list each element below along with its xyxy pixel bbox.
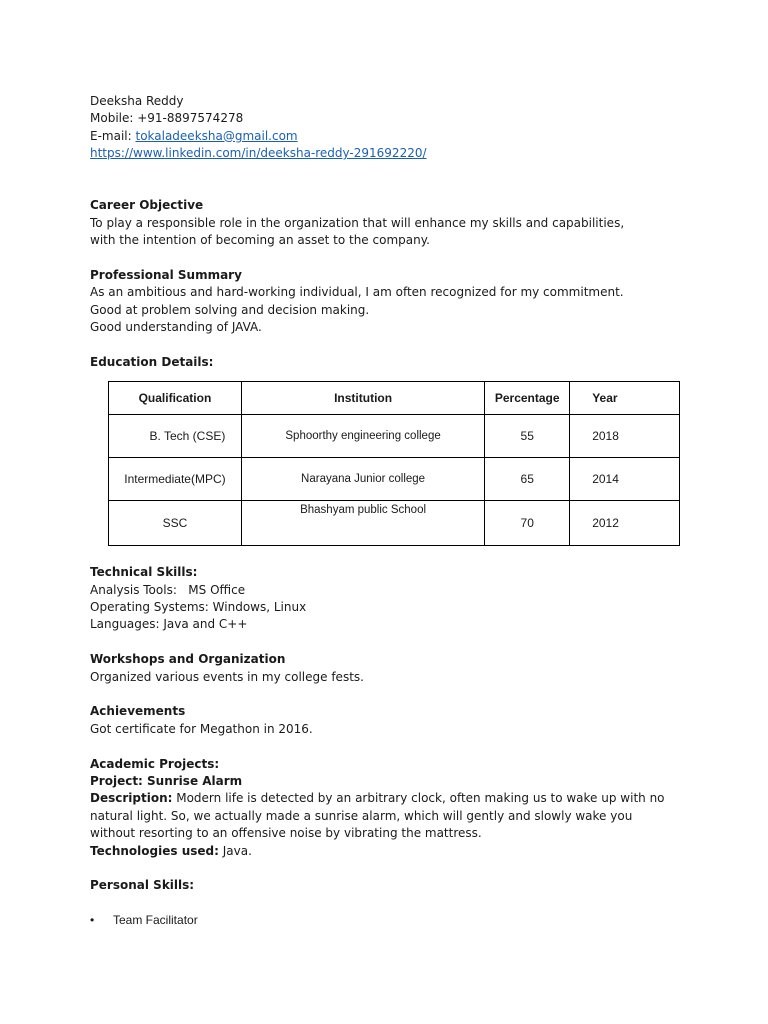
applicant-name: Deeksha Reddy: [90, 94, 184, 108]
email-link[interactable]: tokaladeeksha@gmail.com: [135, 128, 298, 143]
resume-document: [90, 93, 690, 930]
institution-cell: Sphoorthy engineering college: [241, 415, 484, 458]
table-row: [109, 458, 680, 501]
achievements-heading: Achievements: [90, 704, 186, 719]
table-header-row: [109, 382, 680, 415]
percentage-cell: 70: [485, 501, 570, 546]
spacer: [90, 634, 690, 651]
spacer: [90, 738, 690, 755]
summary-line: Good at problem solving and decision making.: [90, 302, 370, 317]
career-objective-text: To play a responsible role in the organization that will enhance my skills and capabilities, with the intention of becoming an asset to the company.: [90, 215, 625, 248]
column-header-qualification: Qualification: [109, 382, 242, 415]
summary-line: As an ambitious and hard-working individual, I am often recognized for my commitment.: [90, 285, 624, 300]
project-description: [90, 790, 670, 842]
percentage-cell: 55: [485, 415, 570, 458]
personal-skills-heading: Personal Skills:: [90, 878, 195, 893]
technical-skill-line: Operating Systems: Windows, Linux: [90, 600, 307, 615]
spacer: [90, 860, 690, 877]
professional-summary-section: [90, 267, 690, 337]
year-cell: 2014: [570, 458, 680, 501]
spacer: [90, 250, 690, 267]
professional-summary-heading: Professional Summary: [90, 267, 242, 282]
spacer: [90, 546, 690, 564]
technical-skill-line: Analysis Tools: MS Office: [90, 582, 246, 597]
education-heading: Education Details:: [90, 354, 214, 369]
linkedin-line: [90, 145, 690, 162]
contact-block: [90, 93, 690, 163]
technical-skills-heading: Technical Skills:: [90, 565, 198, 580]
qualification-cell: Intermediate(MPC): [109, 458, 242, 501]
technologies-text: Java.: [218, 843, 252, 858]
career-objective-section: [90, 197, 690, 249]
workshops-section: [90, 651, 690, 686]
workshops-text: Organized various events in my college fests.: [90, 669, 364, 684]
qualification-cell: SSC: [109, 501, 242, 546]
project-title: Project: Sunrise Alarm: [90, 773, 243, 788]
table-row: [109, 415, 680, 458]
email-line: [90, 128, 690, 145]
education-table: [108, 381, 680, 546]
bullet-icon: •: [90, 913, 95, 928]
year-cell: 2012: [570, 501, 680, 546]
academic-projects-heading: Academic Projects:: [90, 756, 220, 771]
spacer: [90, 337, 690, 354]
technical-skills-section: [90, 564, 690, 634]
spacer: [90, 163, 690, 180]
spacer: [90, 686, 690, 703]
personal-skill-text: Team Facilitator: [113, 913, 198, 928]
academic-projects-section: [90, 756, 690, 860]
achievements-section: [90, 703, 690, 738]
career-objective-heading: Career Objective: [90, 198, 204, 213]
institution-cell: Narayana Junior college: [241, 458, 484, 501]
table-row: [109, 501, 680, 546]
summary-line: Good understanding of JAVA.: [90, 320, 262, 335]
achievements-text: Got certificate for Megathon in 2016.: [90, 721, 313, 736]
personal-skills-section: [90, 877, 690, 929]
percentage-cell: 65: [485, 458, 570, 501]
education-section: [90, 354, 690, 546]
technologies-label: Technologies used:: [90, 843, 219, 858]
description-label: Description:: [90, 791, 173, 806]
year-cell: 2018: [570, 415, 680, 458]
list-item: [90, 912, 690, 929]
technologies-line: [90, 843, 690, 860]
description-text: Modern life is detected by an arbitrary clock, often making us to wake up with no natural light. So, we actually made a sunrise alarm, which will gently and slowly wake you without resorting to an offensive noise by vibrating the mattress.: [90, 791, 665, 841]
linkedin-link[interactable]: https://www.linkedin.com/in/deeksha-reddy-291692220/: [90, 146, 427, 161]
qualification-cell: B. Tech (CSE): [109, 415, 242, 458]
column-header-institution: Institution: [241, 382, 484, 415]
email-label: E-mail:: [90, 128, 136, 143]
technical-skill-line: Languages: Java and C++: [90, 617, 248, 632]
institution-cell: Bhashyam public School: [241, 501, 484, 546]
mobile-number: Mobile: +91-8897574278: [90, 111, 244, 126]
workshops-heading: Workshops and Organization: [90, 652, 286, 667]
spacer: [90, 180, 690, 197]
column-header-percentage: Percentage: [485, 382, 570, 415]
spacer: [90, 895, 690, 912]
column-header-year: Year: [570, 382, 680, 415]
